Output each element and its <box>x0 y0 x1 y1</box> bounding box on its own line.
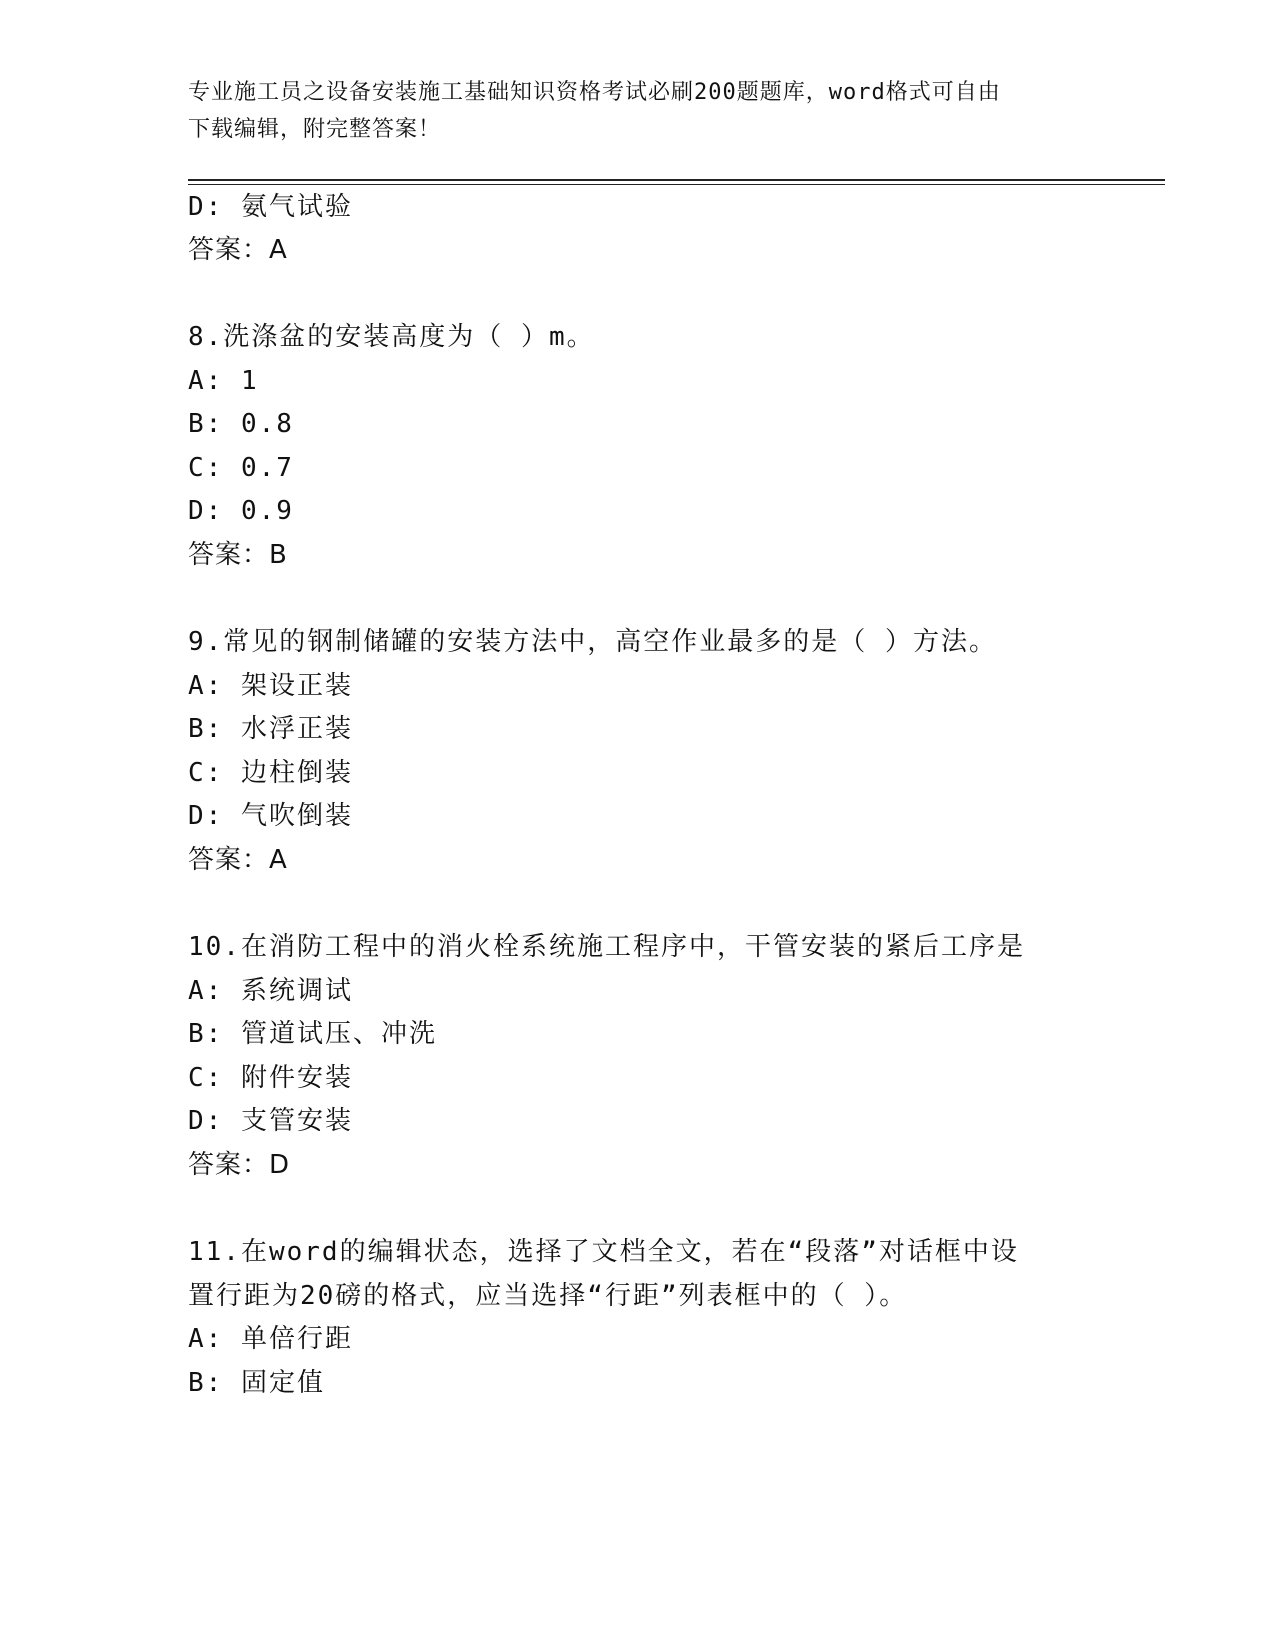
option-b-q8: B: 0.8 <box>188 409 294 439</box>
option-d-q10: D: 支管安装 <box>188 1106 353 1136</box>
option-c-q9: C: 边柱倒装 <box>188 758 353 788</box>
option-c-q8: C: 0.7 <box>188 453 294 483</box>
question-8: 8.洗涤盆的安装高度为（ ）m。 <box>188 322 595 352</box>
answer-q10: 答案：D <box>188 1150 291 1180</box>
option-d-q9: D: 气吹倒装 <box>188 801 353 831</box>
option-b-q11: B: 固定值 <box>188 1368 325 1398</box>
option-c-q10: C: 附件安装 <box>188 1063 353 1093</box>
option-a-q8: A: 1 <box>188 366 259 396</box>
option-a-q11: A: 单倍行距 <box>188 1324 353 1354</box>
header-line-2: 下载编辑，附完整答案！ <box>188 117 442 142</box>
question-11-line-1: 11.在word的编辑状态，选择了文档全文，若在“段落”对话框中设 <box>188 1237 1019 1267</box>
question-9: 9.常见的钢制储罐的安装方法中，高空作业最多的是（ ）方法。 <box>188 627 997 657</box>
document-header <box>188 74 1078 148</box>
header-line-1: 专业施工员之设备安装施工基础知识资格考试必刷200题题库，word格式可自由 <box>188 80 1001 105</box>
option-d-q8: D: 0.9 <box>188 496 294 526</box>
option-d-q7: D: 氨气试验 <box>188 192 353 222</box>
answer-q7: 答案：A <box>188 235 288 265</box>
question-11-line-2: 置行距为20磅的格式，应当选择“行距”列表框中的（ ）。 <box>188 1281 908 1311</box>
option-b-q9: B: 水浮正装 <box>188 714 353 744</box>
answer-q9: 答案：A <box>188 845 288 875</box>
option-a-q9: A: 架设正装 <box>188 671 353 701</box>
header-divider-thin <box>188 184 1165 185</box>
option-a-q10: A: 系统调试 <box>188 976 353 1006</box>
header-divider-thick <box>188 179 1165 181</box>
answer-q8: 答案：B <box>188 540 288 570</box>
option-b-q10: B: 管道试压、冲洗 <box>188 1019 437 1049</box>
question-10: 10.在消防工程中的消火栓系统施工程序中，干管安装的紧后工序是 <box>188 932 1025 962</box>
